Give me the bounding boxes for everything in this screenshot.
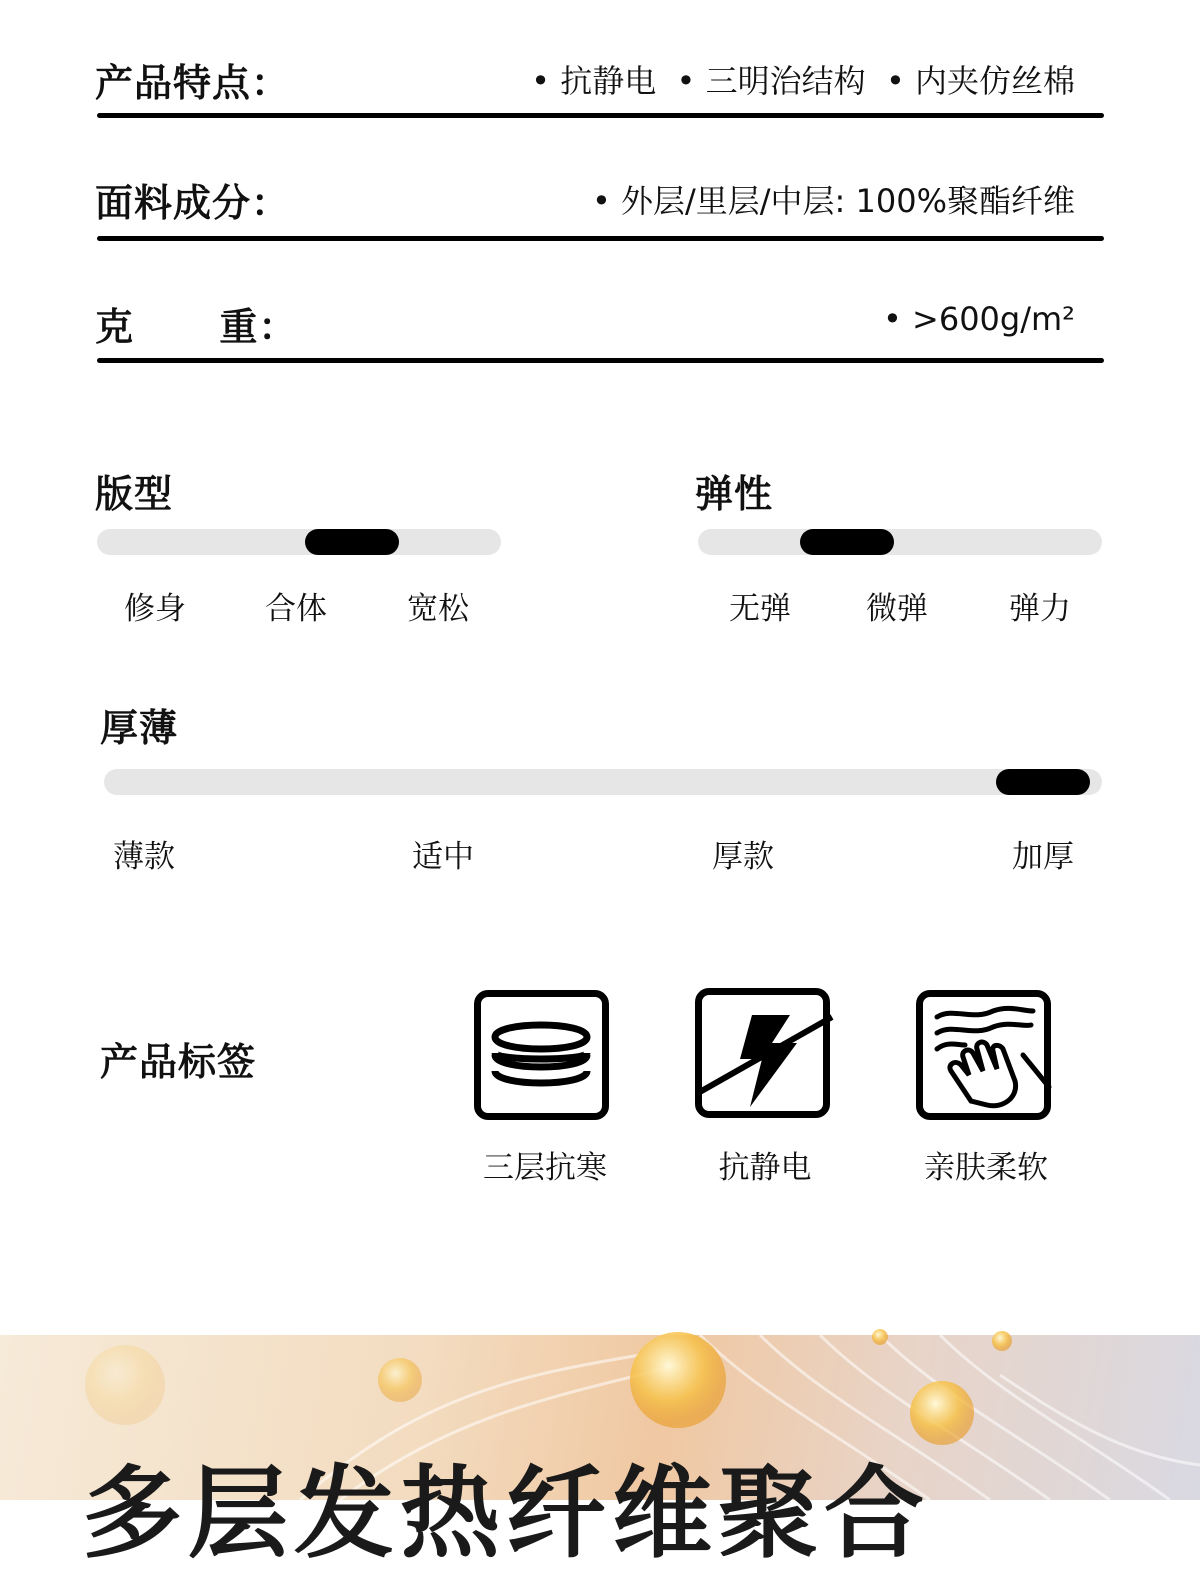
- elasticity-tick-stretch: 弹力: [1009, 591, 1071, 627]
- elasticity-title: 弹性: [695, 472, 774, 516]
- spec-value-features: • 抗静电 • 三明治结构 • 内夹仿丝棉: [531, 62, 1075, 100]
- divider: [97, 358, 1104, 363]
- thickness-tick-thick: 厚款: [712, 839, 774, 875]
- fit-track: [97, 529, 501, 555]
- divider: [97, 113, 1104, 118]
- elasticity-tick-slight: 微弹: [866, 591, 928, 627]
- divider: [97, 236, 1104, 241]
- thickness-indicator: [996, 769, 1090, 795]
- spec-label-fabric: 面料成分：: [95, 181, 291, 225]
- tags-title: 产品标签: [100, 1040, 257, 1084]
- banner: [0, 1335, 1200, 1572]
- tag-label-antistatic: 抗静电: [718, 1150, 812, 1186]
- tag-label-soft: 亲肤柔软: [924, 1150, 1048, 1186]
- elasticity-track: [698, 529, 1102, 555]
- soft-hand-icon: [916, 990, 1051, 1120]
- thickness-title: 厚薄: [100, 706, 179, 750]
- spec-label-features: 产品特点：: [95, 61, 291, 105]
- banner-title: 多层发热纤维聚合: [82, 1455, 930, 1572]
- thickness-tick-extra-thick: 加厚: [1012, 839, 1074, 875]
- fit-title: 版型: [95, 472, 174, 516]
- spec-value-weight: • >600g/m²: [882, 300, 1075, 338]
- fit-tick-regular: 合体: [265, 591, 327, 627]
- thickness-tick-medium: 适中: [412, 839, 474, 875]
- fit-indicator: [305, 529, 399, 555]
- fit-tick-slim: 修身: [124, 591, 186, 627]
- layers-icon: [474, 990, 609, 1120]
- elasticity-tick-none: 无弹: [729, 591, 791, 627]
- elasticity-indicator: [800, 529, 894, 555]
- fit-tick-loose: 宽松: [407, 591, 469, 627]
- tag-label-layers: 三层抗寒: [483, 1150, 607, 1186]
- spec-label-weight: 克 重：: [95, 305, 298, 349]
- thickness-track: [104, 769, 1102, 795]
- lightning-icon: [695, 988, 830, 1118]
- spec-value-fabric: • 外层/里层/中层: 100%聚酯纤维: [591, 182, 1075, 220]
- thickness-tick-thin: 薄款: [113, 839, 175, 875]
